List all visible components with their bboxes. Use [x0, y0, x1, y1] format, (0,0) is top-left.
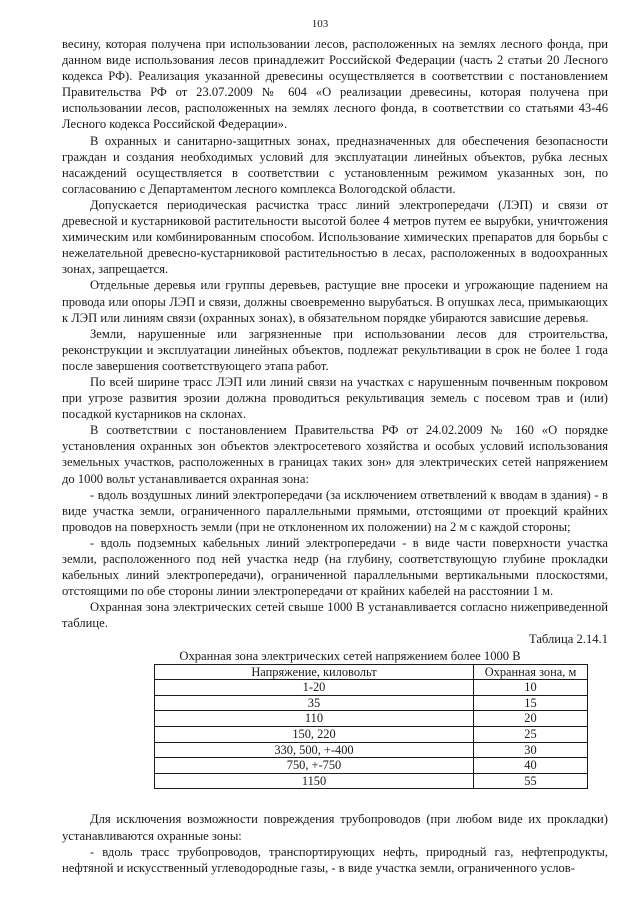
table-row: [155, 727, 588, 743]
list-item: - вдоль трасс трубопроводов, транспортирующих нефть, природный газ, нефтепродукты, нефтяной и искусственный углеводородные газы, - в виде участка земли, ограниченного услов-: [62, 844, 608, 875]
zone-cell: 30: [474, 742, 588, 758]
document-body: [62, 36, 608, 876]
paragraph: Для исключения возможности повреждения трубопроводов (при любом виде их прокладки) устанавливаются охранные зоны:: [62, 812, 608, 843]
voltage-cell: 1-20: [155, 680, 474, 696]
page-number: 103: [311, 18, 329, 30]
table-row: [155, 680, 588, 696]
table-row: [155, 711, 588, 727]
voltage-cell: 1150: [155, 773, 474, 789]
table-row: [155, 695, 588, 711]
table-header-row: [155, 664, 588, 680]
zone-cell: 20: [474, 711, 588, 727]
list-item: - вдоль подземных кабельных линий электропередачи - в виде части поверхности участка земли, расположенного под ней участка недр (на глубину, соответствующую глубине прокладки кабельных линий электропередачи), ограниченной параллельными вертикальными плоскостями, отстоящими по обе стороны линии электропередачи от крайних кабелей на расстоянии 1 м.: [62, 535, 608, 599]
zone-cell: 25: [474, 727, 588, 743]
paragraph: Охранная зона электрических сетей свыше 1000 В устанавливается согласно нижеприведенной таблице.: [62, 600, 608, 631]
voltage-cell: 150, 220: [155, 727, 474, 743]
paragraph: По всей ширине трасс ЛЭП или линий связи на участках с нарушенным почвенным покровом при угрозе развития эрозии должна проводиться рекультивация земель с посевом трав и (или) посадкой кустарников на склонах.: [62, 374, 608, 422]
zone-cell: 15: [474, 695, 588, 711]
table-row: [155, 758, 588, 774]
voltage-cell: 110: [155, 711, 474, 727]
paragraph: Отдельные деревья или группы деревьев, растущие вне просеки и угрожающие падением на провода или опоры ЛЭП и связи, должны своевременно вырубаться. В опушках леса, примыкающих к ЛЭП или линиям связи (охранных зонах), в обязательном порядке убираются зависшие деревья.: [62, 278, 608, 325]
zone-cell: 10: [474, 680, 588, 696]
protection-zone-table: [154, 664, 588, 790]
table-label: Таблица 2.14.1: [528, 632, 608, 647]
paragraph: В соответствии с постановлением Правительства РФ от 24.02.2009 № 160 «О порядке установления охранных зон объектов электросетевого хозяйства и особых условий использования земельных участков, расположенных в границах таких зон» для электрических сетей напряжением до 1000 вольт устанавливается охранная зона:: [62, 423, 608, 486]
table-row: [155, 742, 588, 758]
voltage-cell: 35: [155, 695, 474, 711]
column-header-voltage: Напряжение, киловольт: [155, 664, 474, 680]
list-item: - вдоль воздушных линий электропередачи (за исключением ответвлений к вводам в здания) - в виде участка земли, ограниченного параллельными прямыми, отстоящими от проекций крайних проводов на поверхность земли (при не отклоненном их положении) на 2 м с каждой стороны;: [62, 487, 608, 534]
paragraph: В охранных и санитарно-защитных зонах, предназначенных для обеспечения безопасности граждан и создания необходимых условий для эксплуатации линейных объектов, рубка лесных насаждений осуществляется в соответствии с установленным режимом указанных зон, по согласованию с Департаментом лесного комплекса Вологодской области.: [62, 133, 608, 196]
zone-cell: 55: [474, 773, 588, 789]
voltage-cell: 750, +-750: [155, 758, 474, 774]
paragraph: Земли, нарушенные или загрязненные при использовании лесов для строительства, реконструкции и эксплуатации линейных объектов, подлежат рекультивации в срок не более 1 года после завершения соответствующего этапа работ.: [62, 326, 608, 373]
column-header-zone: Охранная зона, м: [474, 664, 588, 680]
voltage-cell: 330, 500, +-400: [155, 742, 474, 758]
paragraph: Допускается периодическая расчистка трасс линий электропередачи (ЛЭП) и связи от древесной и кустарниковой растительности высотой более 4 метров путем ее вырубки, уничтожения химическим или комбинированным способом. Использование химических препаратов для борьбы с нежелательной древесно-кустарниковой растительностью в лесах, расположенных в водоохранных зонах, запрещается.: [62, 197, 608, 277]
spacer: [62, 789, 608, 811]
paragraph: весину, которая получена при использовании лесов, расположенных на землях лесного фонда, при данном виде использования лесов принадлежит Российской Федерации (часть 2 статьи 20 Лесного кодекса РФ). Реализация указанной древесины осуществляется в соответствии с постановлением Правительства РФ от 23.07.2009 № 604 «О реализации древесины, которая получена при использовании лесов, расположенных на землях лесного фонда, в соответствии со статьями 43-46 Лесного кодекса Российской Федерации».: [62, 37, 608, 132]
table-row: [155, 773, 588, 789]
zone-cell: 40: [474, 758, 588, 774]
table-title: Охранная зона электрических сетей напряжением более 1000 В: [179, 648, 521, 663]
